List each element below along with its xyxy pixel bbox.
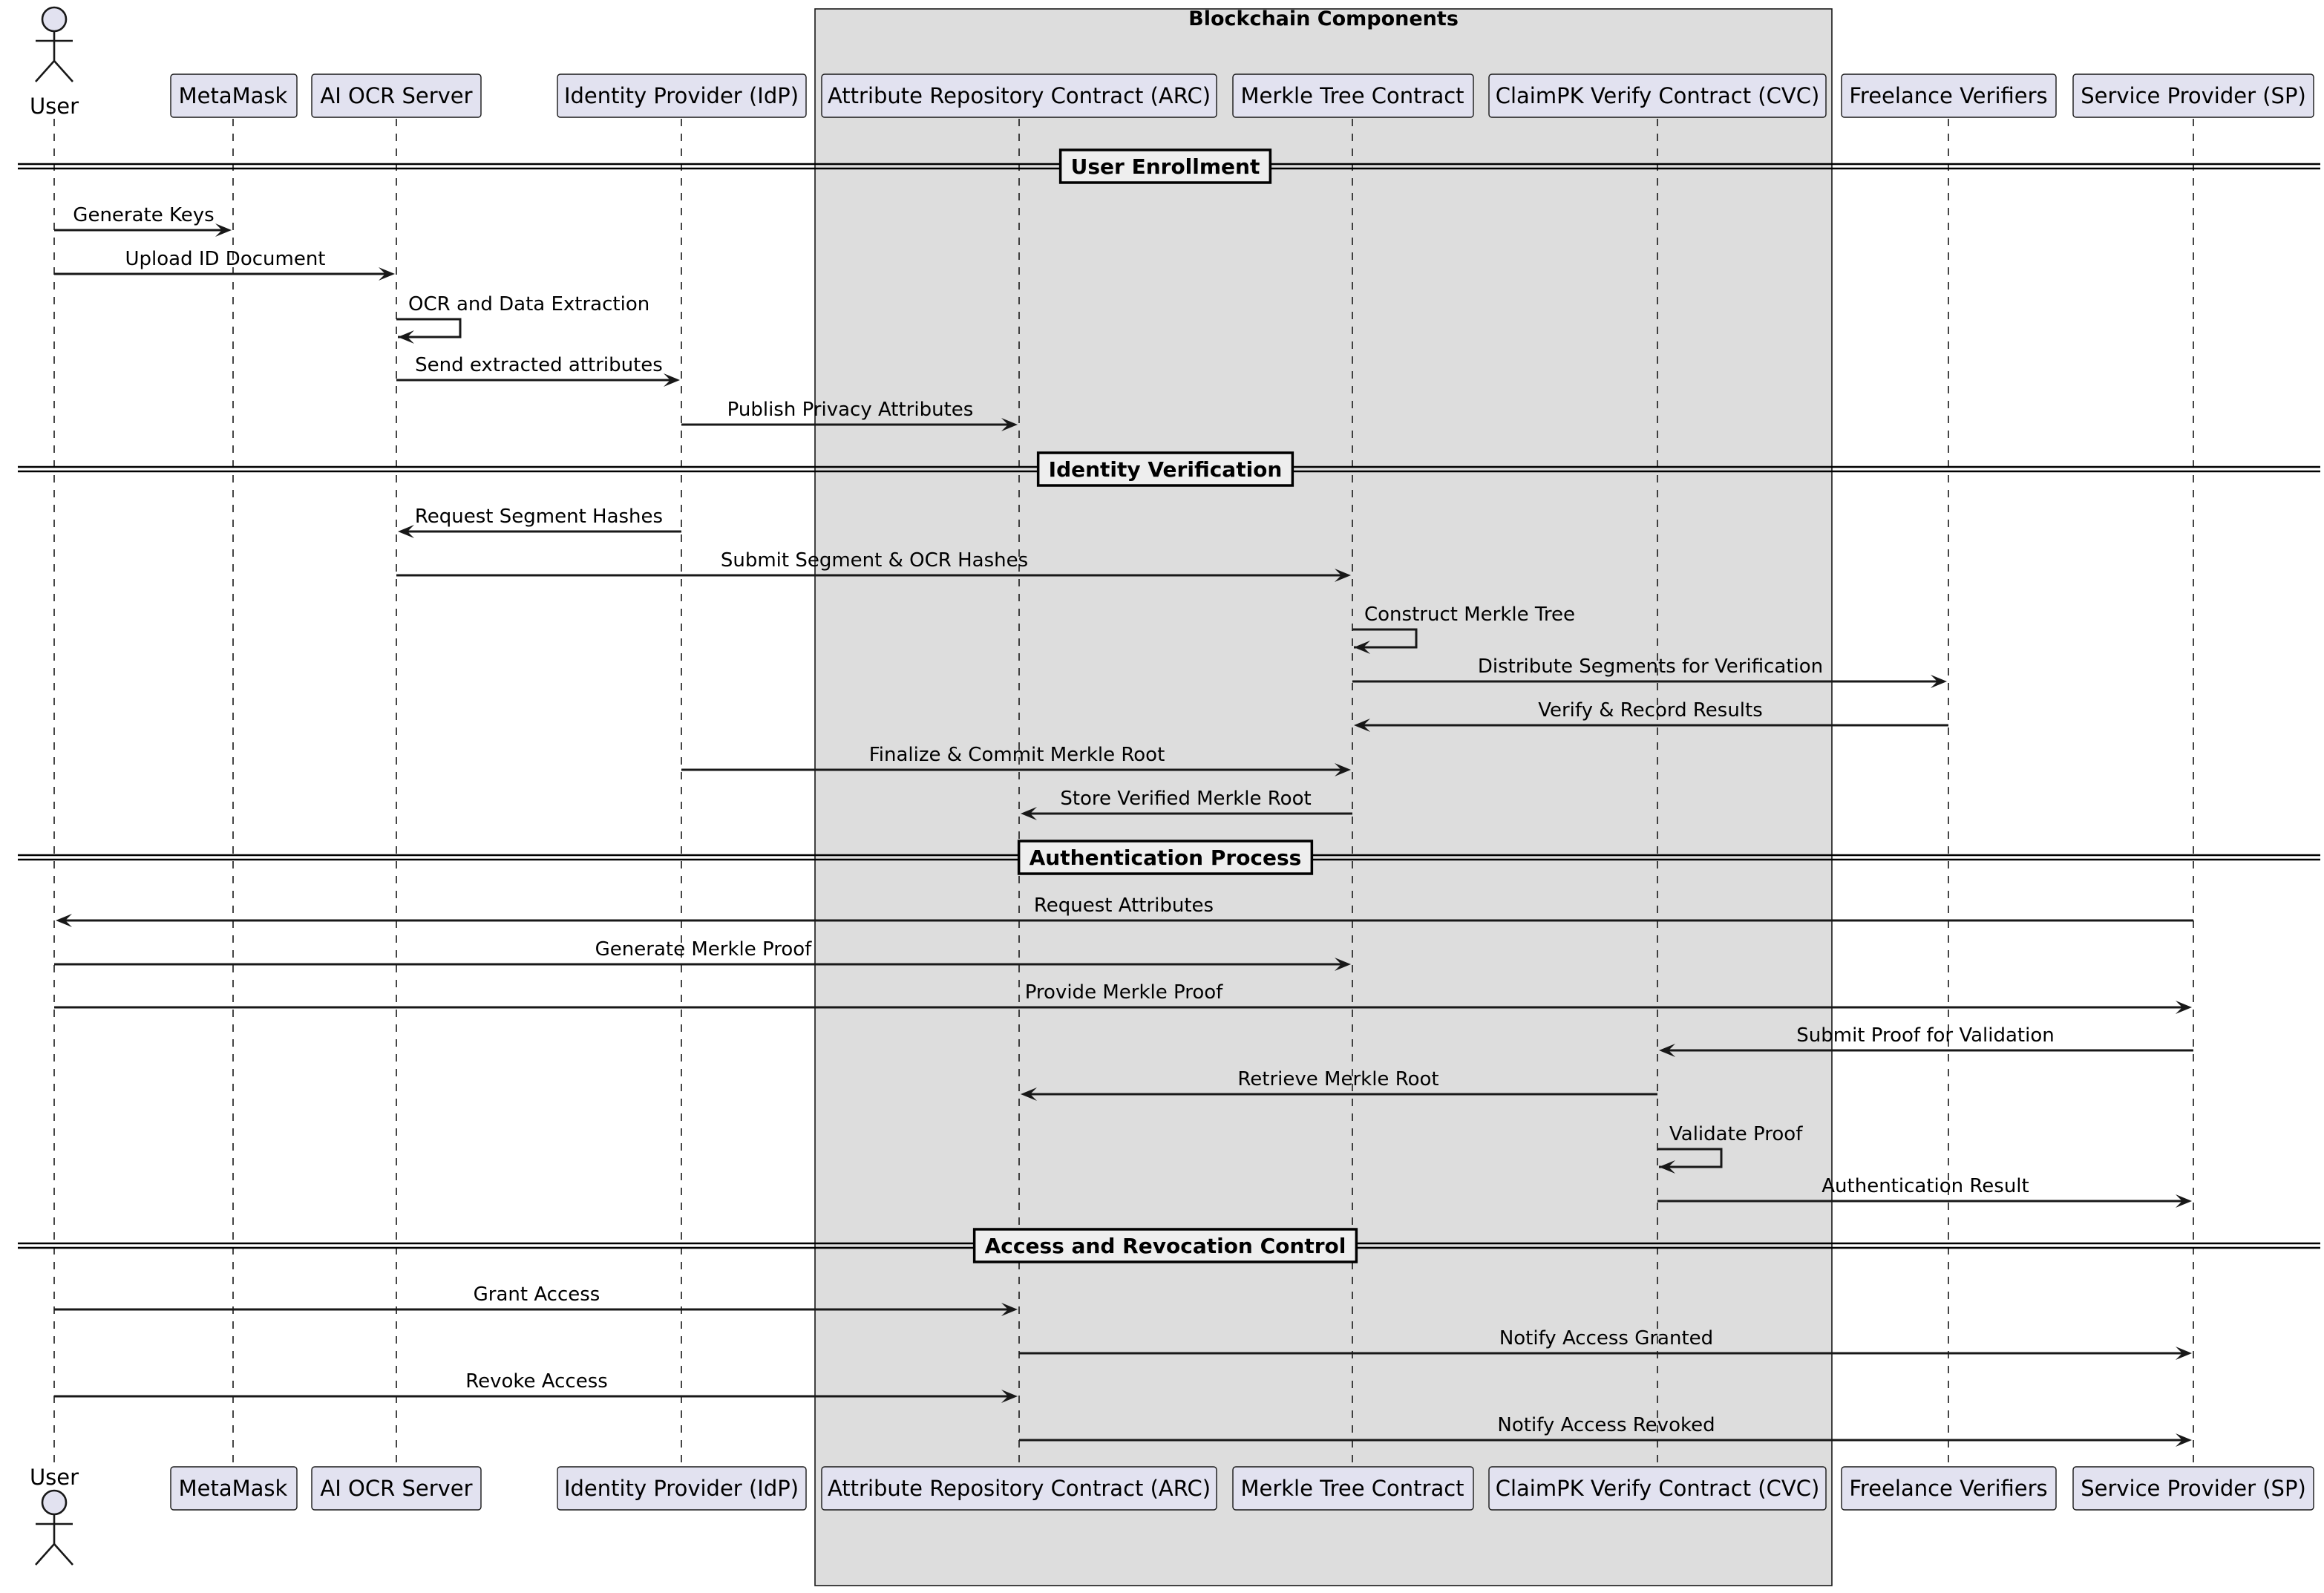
section-title: Identity Verification [1048,457,1283,482]
message-label: Submit Proof for Validation [1796,1024,2055,1047]
group-title: Blockchain Components [1188,7,1459,30]
message-0-0 [54,204,232,237]
message-label: Distribute Segments for Verification [1477,655,1824,678]
message-label: Generate Keys [73,204,215,226]
message-0-2 [396,293,649,344]
message-label: Validate Proof [1669,1123,1803,1145]
message-label: Authentication Result [1821,1175,2029,1197]
message-label: Store Verified Merkle Root [1060,788,1312,810]
message-label: Verify & Record Results [1538,699,1763,722]
participant-label-sp-bottom: Service Provider (SP) [2081,1476,2306,1501]
section-title: Authentication Process [1029,845,1302,870]
message-label: Notify Access Granted [1499,1327,1714,1350]
message-label: Finalize & Commit Merkle Root [868,744,1165,766]
participant-label-ocr-top: AI OCR Server [320,83,473,108]
participant-label-fv-top: Freelance Verifiers [1849,83,2048,108]
participant-label-ocr-bottom: AI OCR Server [320,1476,473,1501]
message-0-3 [396,354,680,387]
participant-label-idp-top: Identity Provider (IdP) [563,83,799,108]
section-title: User Enrollment [1070,154,1260,179]
message-label: Send extracted attributes [415,354,663,376]
actor-top-user [36,7,73,82]
message-label: Request Attributes [1033,894,1214,917]
message-1-0 [398,506,681,538]
message-label: Upload ID Document [125,248,326,270]
message-label: Generate Merkle Proof [595,938,812,961]
participant-label-arc-bottom: Attribute Repository Contract (ARC) [827,1476,1211,1501]
participant-label-cvc-top: ClaimPK Verify Contract (CVC) [1495,83,1820,108]
participant-label-fv-bottom: Freelance Verifiers [1849,1476,2048,1501]
message-0-1 [54,248,395,281]
participant-label-user-top: User [29,94,79,119]
participant-label-metamask-bottom: MetaMask [178,1476,288,1501]
actor-bottom-user [36,1491,73,1565]
participant-label-user-bottom: User [29,1465,79,1490]
participant-label-mtc-top: Merkle Tree Contract [1240,83,1464,108]
message-label: Provide Merkle Proof [1024,981,1223,1004]
participant-label-sp-top: Service Provider (SP) [2081,83,2306,108]
participant-label-mtc-bottom: Merkle Tree Contract [1240,1476,1464,1501]
message-label: Retrieve Merkle Root [1237,1068,1439,1090]
message-label: Notify Access Revoked [1497,1414,1715,1436]
participant-label-metamask-top: MetaMask [178,83,288,108]
section-title: Access and Revocation Control [984,1234,1346,1258]
message-label: Submit Segment & OCR Hashes [720,549,1029,572]
participant-label-idp-bottom: Identity Provider (IdP) [563,1476,799,1501]
message-label: Revoke Access [465,1370,608,1393]
message-label: Construct Merkle Tree [1364,603,1576,626]
message-label: Grant Access [473,1283,600,1306]
message-label: Request Segment Hashes [414,506,664,528]
message-label: Publish Privacy Attributes [727,399,974,421]
participant-label-cvc-bottom: ClaimPK Verify Contract (CVC) [1495,1476,1820,1501]
participant-label-arc-top: Attribute Repository Contract (ARC) [827,83,1211,108]
message-label: OCR and Data Extraction [408,293,650,315]
